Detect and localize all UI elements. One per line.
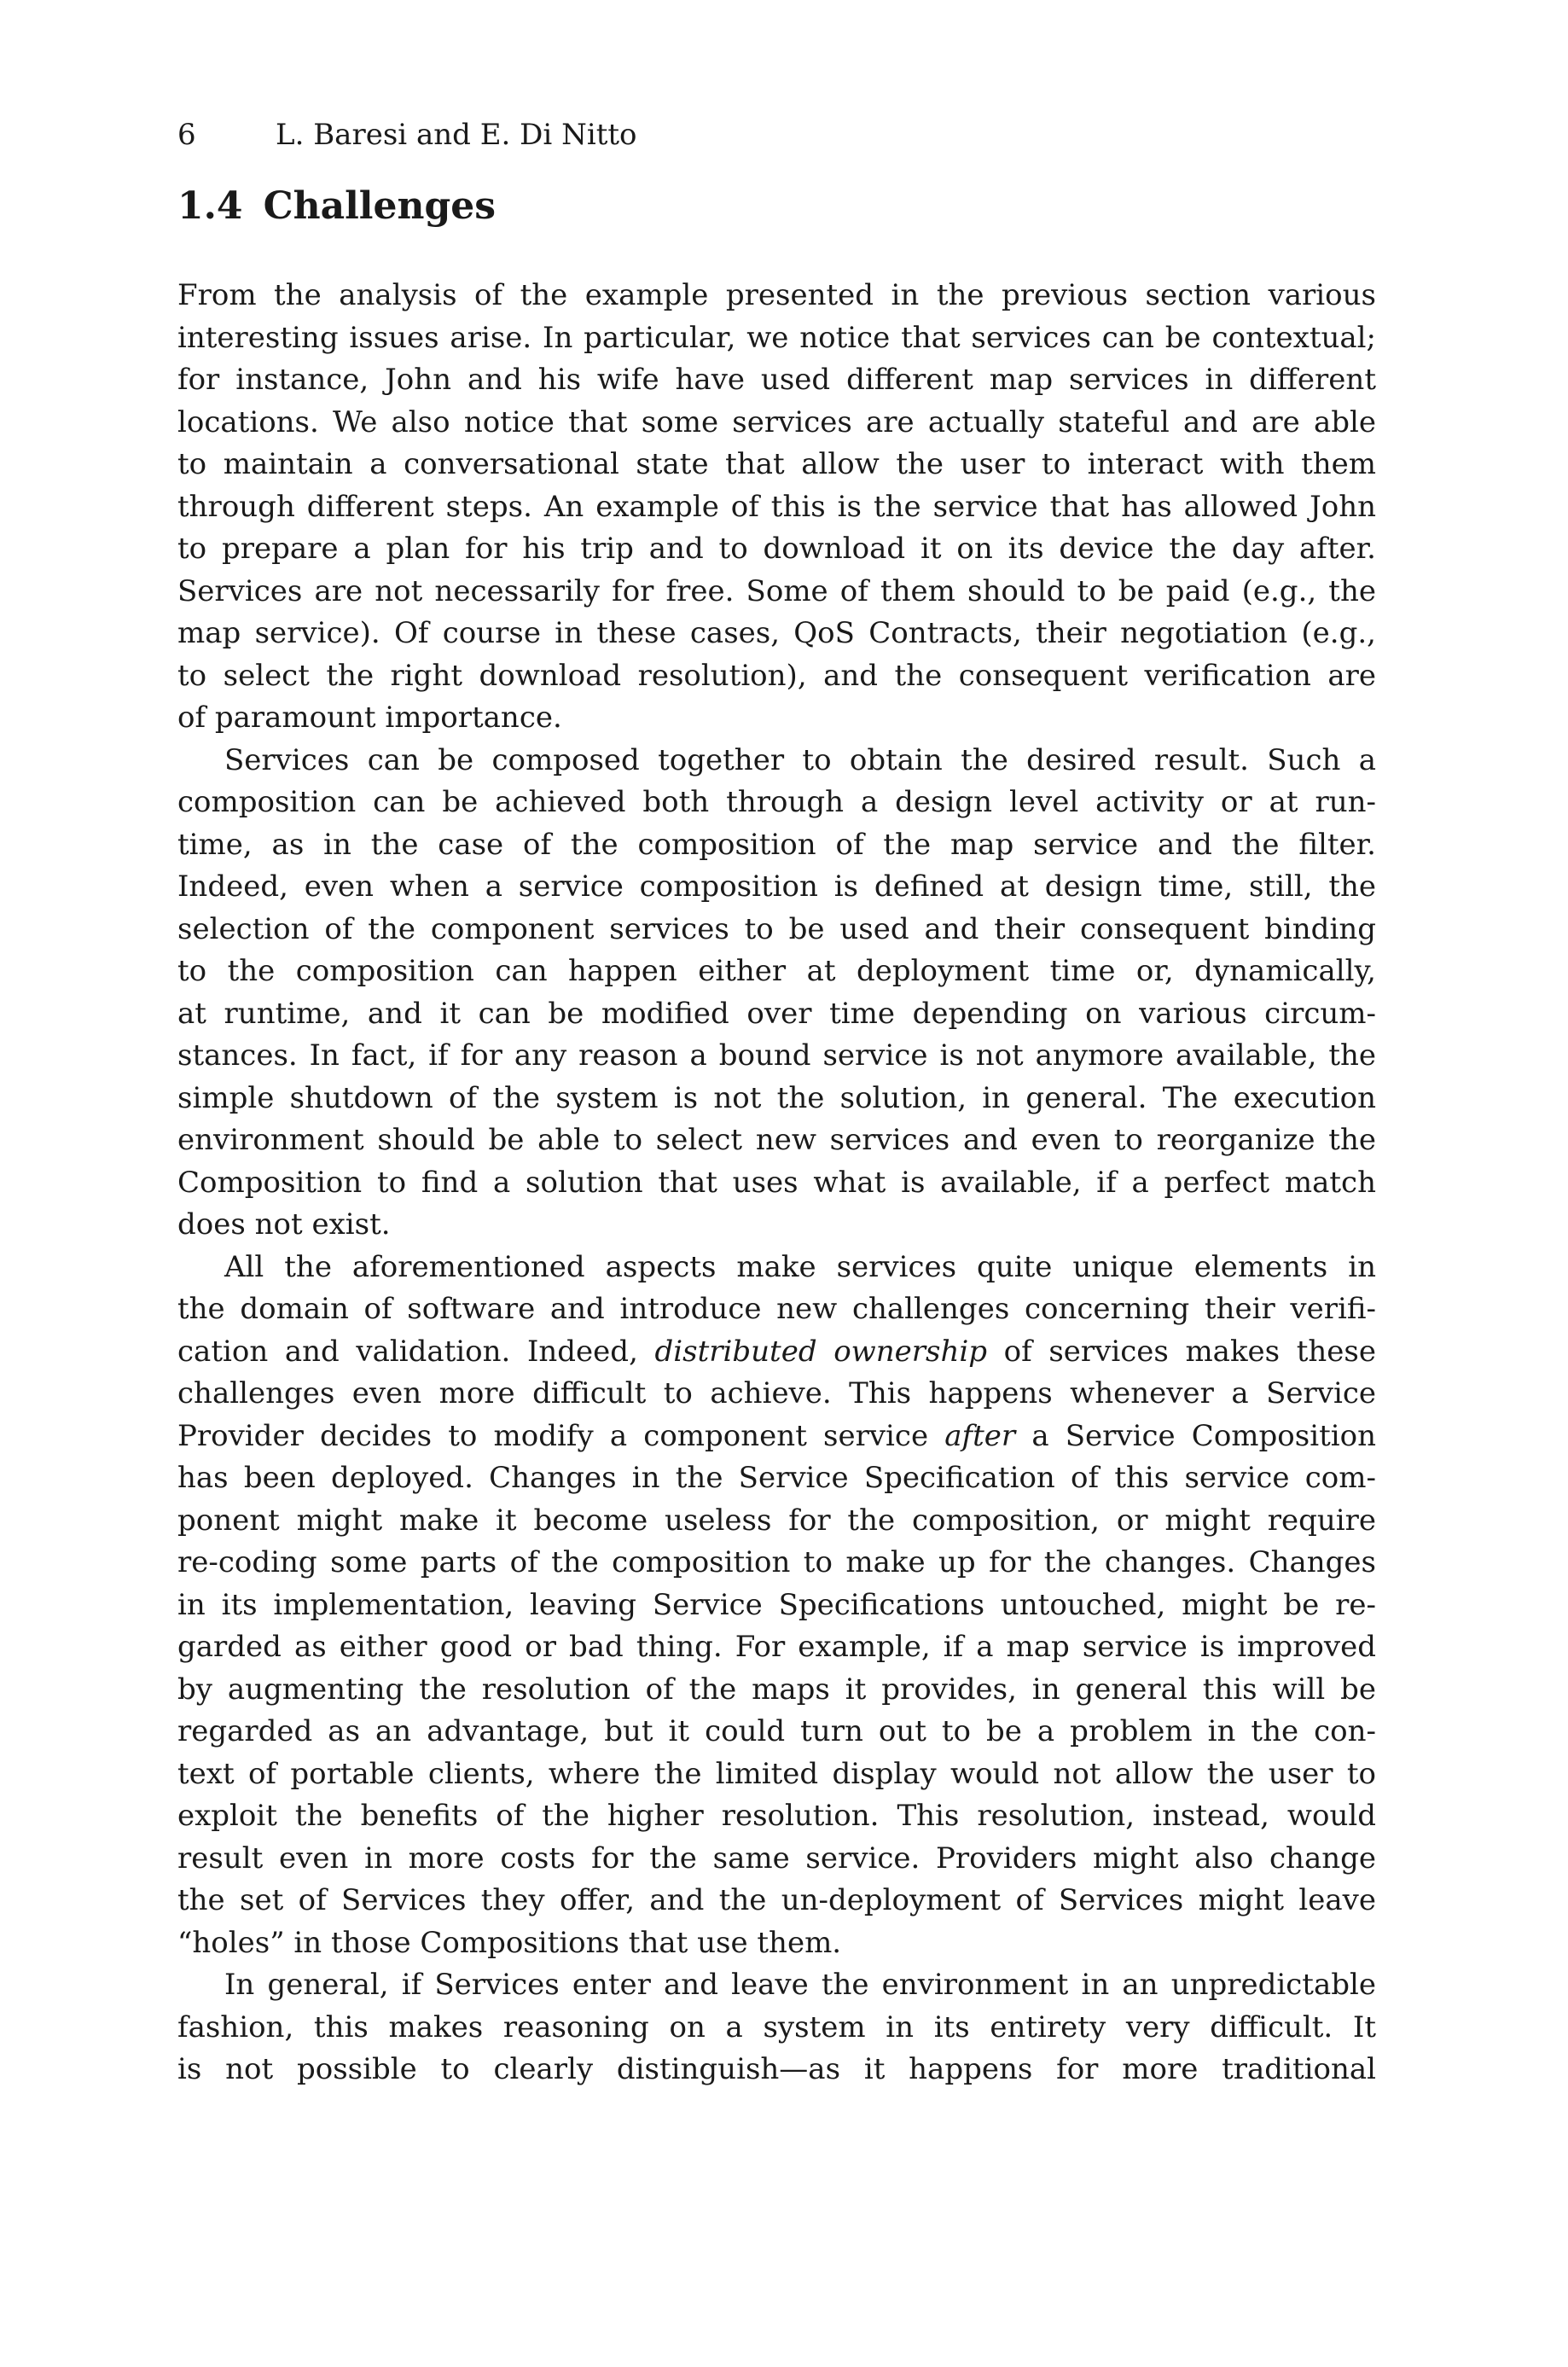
text-line: for instance, John and his wife have used different map services in different bbox=[177, 363, 1376, 397]
text-line: the set of Services they offer, and the un-deployment of Services might leave bbox=[177, 1883, 1376, 1917]
text-line: challenges even more difficult to achieve. This happens whenever a Service bbox=[177, 1376, 1376, 1410]
text-line: to select the right download resolution), and the consequent verification are bbox=[177, 658, 1376, 693]
text-line: “holes” in those Compositions that use them. bbox=[177, 1925, 842, 1960]
text-line: ponent might make it become useless for the composition, or might require bbox=[177, 1503, 1376, 1538]
text-segment: of services makes these bbox=[987, 1334, 1376, 1369]
paragraph-2 bbox=[177, 740, 1376, 1247]
text-line: simple shutdown of the system is not the solution, in general. The execution bbox=[177, 1080, 1376, 1115]
text-line: Services can be composed together to obtain the desired result. Such a bbox=[224, 742, 1376, 777]
text-line: exploit the benefits of the higher resolution. This resolution, instead, would bbox=[177, 1799, 1376, 1833]
text-line: re-coding some parts of the composition to make up for the changes. Changes bbox=[177, 1545, 1376, 1579]
page-number: 6 bbox=[177, 118, 196, 152]
text-line: locations. We also notice that some services are actually stateful and are able bbox=[177, 404, 1376, 439]
text-line: In general, if Services enter and leave the environment in an unpredictable bbox=[224, 1968, 1376, 2002]
section-heading bbox=[177, 181, 496, 232]
text-line: selection of the component services to be used and their consequent binding bbox=[177, 911, 1376, 946]
text-line-with-emphasis bbox=[177, 1416, 1376, 1458]
text-line: All the aforementioned aspects make services quite unique elements in bbox=[224, 1249, 1376, 1284]
text-line: of paramount importance. bbox=[177, 701, 562, 735]
text-line: Services are not necessarily for free. Some of them should to be paid (e.g., the bbox=[177, 573, 1376, 608]
text-line: stances. In fact, if for any reason a bound service is not anymore available, the bbox=[177, 1038, 1376, 1073]
text-line: is not possible to clearly distinguish—as it happens for more traditional bbox=[177, 2052, 1376, 2086]
text-line: garded as either good or bad thing. For example, if a map service is improved bbox=[177, 1630, 1376, 1664]
paragraph-3 bbox=[177, 1247, 1376, 1965]
text-line: Composition to find a solution that uses what is available, if a perfect match bbox=[177, 1165, 1376, 1200]
text-line: Indeed, even when a service composition is defined at design time, still, the bbox=[177, 869, 1376, 904]
text-line: does not exist. bbox=[177, 1207, 391, 1242]
text-line: the domain of software and introduce new challenges concerning their verifi- bbox=[177, 1292, 1376, 1326]
text-line: fashion, this makes reasoning on a system in its entirety very difficult. It bbox=[177, 2009, 1376, 2044]
running-head bbox=[177, 116, 1372, 154]
body-text bbox=[177, 275, 1376, 2091]
text-line: to the composition can happen either at deployment time or, dynamically, bbox=[177, 954, 1376, 988]
text-line: to maintain a conversational state that allow the user to interact with them bbox=[177, 447, 1376, 481]
running-head-authors: L. Baresi and E. Di Nitto bbox=[276, 118, 637, 152]
emphasis-after: after bbox=[944, 1418, 1016, 1453]
text-line: to prepare a plan for his trip and to download it on its device the day after. bbox=[177, 532, 1376, 566]
text-line: regarded as an advantage, but it could turn out to be a problem in the con- bbox=[177, 1714, 1376, 1748]
text-line: environment should be able to select new services and even to reorganize the bbox=[177, 1123, 1376, 1157]
paragraph-1 bbox=[177, 275, 1376, 740]
text-line: through different steps. An example of this is the service that has allowed John bbox=[177, 489, 1376, 524]
text-line: by augmenting the resolution of the maps it provides, in general this will be bbox=[177, 1672, 1376, 1707]
text-line: map service). Of course in these cases, QoS Contracts, their negotiation (e.g., bbox=[177, 616, 1376, 650]
emphasis-distributed-ownership: distributed ownership bbox=[654, 1334, 988, 1369]
text-line: at runtime, and it can be modified over time depending on various circum- bbox=[177, 996, 1376, 1031]
text-line: time, as in the case of the composition of the map service and the filter. bbox=[177, 827, 1376, 862]
text-line: result even in more costs for the same service. Providers might also change bbox=[177, 1841, 1376, 1876]
text-line: composition can be achieved both through a design level activity or at run- bbox=[177, 785, 1376, 819]
paragraph-4 bbox=[177, 1964, 1376, 2091]
text-line-with-emphasis bbox=[177, 1331, 1376, 1374]
text-line: in its implementation, leaving Service Specifications untouched, might be re- bbox=[177, 1587, 1376, 1622]
section-title: Challenges bbox=[263, 184, 497, 228]
text-line: From the analysis of the example presented in the previous section various bbox=[177, 278, 1376, 312]
text-segment: cation and validation. Indeed, bbox=[177, 1334, 655, 1369]
text-segment: a Service Composition bbox=[1015, 1418, 1376, 1453]
text-line: interesting issues arise. In particular, we notice that services can be contextual; bbox=[177, 320, 1376, 355]
text-line: text of portable clients, where the limited display would not allow the user to bbox=[177, 1756, 1376, 1791]
section-number: 1.4 bbox=[177, 184, 243, 228]
text-segment: Provider decides to modify a component service bbox=[177, 1418, 945, 1453]
text-line: has been deployed. Changes in the Service Specification of this service com- bbox=[177, 1461, 1376, 1495]
